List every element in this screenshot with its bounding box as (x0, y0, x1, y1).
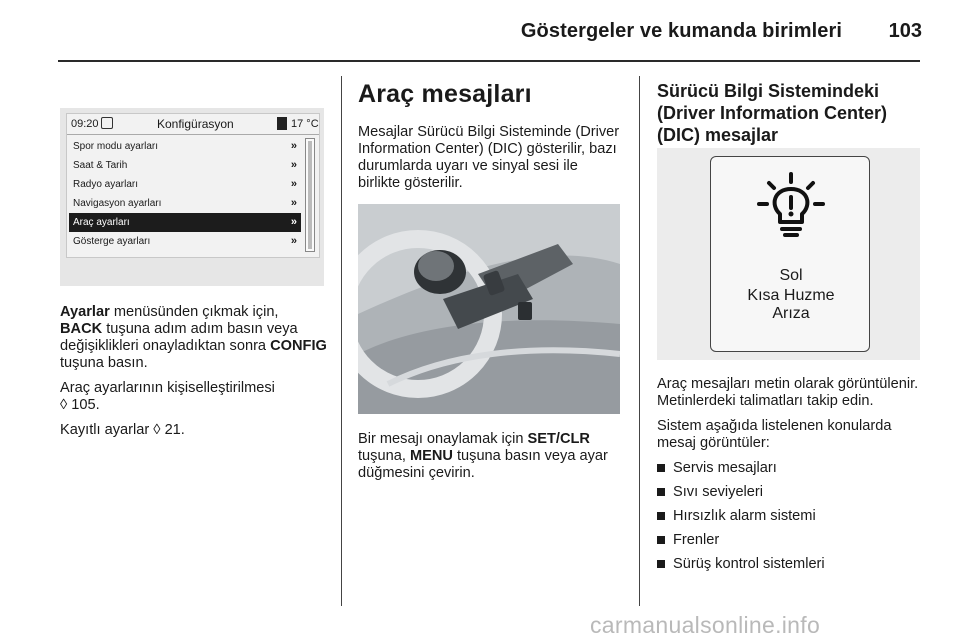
bullet-square-icon (657, 536, 665, 544)
column-divider (639, 76, 640, 606)
list-item: Servis mesajları (657, 460, 922, 477)
chevron-right-icon: » (290, 197, 297, 209)
bullet-square-icon (657, 464, 665, 472)
warning-line-1: Sol (779, 267, 803, 284)
list-item: Sürüş kontrol sistemleri (657, 556, 922, 573)
menu-item-arac-selected (69, 213, 301, 232)
dic-warning-figure (657, 148, 920, 360)
dic-display (710, 156, 870, 352)
watermark: carmanualsonline.info (590, 612, 821, 638)
screen-title: Konfigürasyon (157, 117, 234, 131)
section-heading: Araç mesajları (358, 80, 532, 108)
menu-item-gosterge (69, 232, 301, 251)
warning-line-2: Kısa Huzme (747, 287, 835, 304)
chapter-title: Göstergeler ve kumanda birimleri (520, 20, 842, 42)
warning-line-3: Arıza (772, 305, 810, 322)
personalization-reference: Araç ayarlarının kişiselleştirilmesi ◊ 105. (60, 380, 275, 413)
menu-item-spor-modu (69, 137, 301, 156)
screen-scrollbar (305, 138, 315, 252)
exit-settings-paragraph: Ayarlar menüsünden çıkmak için, BACK tuşuna adım adım basın veya değişiklikleri onayladıktan sonra CONFIG tuşuna basın. (60, 304, 327, 371)
menu-item-label: Gösterge ayarları (73, 236, 151, 247)
chevron-right-icon: » (290, 140, 297, 152)
bullet-square-icon (657, 488, 665, 496)
reference-arrow-icon: ◊ (60, 397, 68, 413)
list-item: Hırsızlık alarm sistemi (657, 508, 922, 525)
saved-settings-reference: Kayıtlı ayarlar ◊ 21. (60, 422, 185, 438)
menu-item-label: Saat & Tarih (73, 160, 128, 171)
column-3-text (657, 376, 922, 580)
column-1-text (60, 304, 330, 447)
page-number: 103 (888, 20, 922, 42)
page-header (0, 0, 960, 60)
menu-item-radyo (69, 175, 301, 194)
chevron-right-icon: » (290, 178, 297, 190)
bullet-square-icon (657, 512, 665, 520)
confirm-message-caption: Bir mesajı onaylamak için SET/CLR tuşuna, MENU tuşuna basın veya ayar düğmesini çevirin. (358, 431, 608, 481)
steering-stalk-illustration (358, 204, 620, 414)
chevron-right-icon: » (290, 235, 297, 247)
menu-item-label: Navigasyon ayarları (73, 198, 162, 209)
column-divider (341, 76, 342, 606)
menu-item-saat-tarih (69, 156, 301, 175)
messages-topics-paragraph: Sistem aşağıda listelenen konularda mesaj görüntüler: (657, 418, 892, 451)
back-arrow-icon (101, 117, 113, 129)
menu-item-label: Araç ayarları (73, 217, 130, 228)
messages-text-paragraph: Araç mesajları metin olarak görüntülenir. Metinlerdeki talimatları takip edin. (657, 376, 919, 409)
scroll-thumb (308, 141, 312, 249)
header-rule (58, 60, 920, 62)
dic-intro-paragraph: Mesajlar Sürücü Bilgi Sisteminde (Driver Information Center) (DIC) gösterilir, bazı durumlarda uyarı ve sinyal sesi ile birlikte gösterilir. (358, 124, 620, 191)
chevron-right-icon: » (290, 159, 297, 171)
steering-stalk-photo (358, 204, 620, 414)
menu-item-navigasyon (69, 194, 301, 213)
menu-item-label: Radyo ayarları (73, 179, 139, 190)
config-screen-figure (60, 108, 324, 286)
screen-temperature: 17 °C (291, 118, 319, 130)
thermometer-icon (277, 117, 287, 130)
list-item: Sıvı seviyeleri (657, 484, 922, 501)
bullet-square-icon (657, 560, 665, 568)
display-screen (66, 113, 320, 258)
chevron-right-icon: » (290, 216, 297, 228)
low-beam-fault-icon (756, 171, 826, 239)
menu-item-label: Spor modu ayarları (73, 141, 159, 152)
dic-messages-heading: Sürücü Bilgi Sistemindeki (Driver Information Center) (DIC) mesajlar (657, 81, 888, 145)
screen-status-bar (67, 114, 319, 135)
reference-arrow-icon: ◊ (153, 422, 161, 438)
message-topics-list (657, 460, 922, 573)
list-item: Frenler (657, 532, 922, 549)
screen-time: 09:20 (71, 118, 99, 130)
